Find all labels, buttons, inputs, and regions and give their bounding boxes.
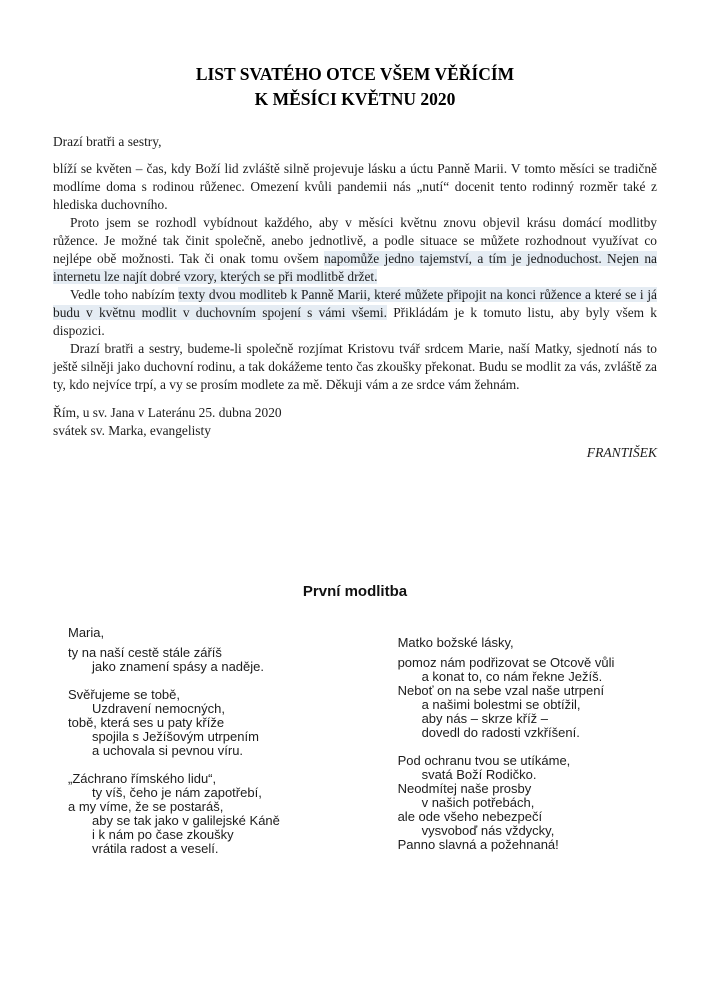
prayer-line: Pod ochranu tvou se utíkáme, (397, 753, 571, 768)
prayer-line: a našimi bolestmi se obtížil, (421, 697, 581, 712)
document-title (53, 62, 657, 112)
paragraph-text: blíží se květen – čas, kdy Boží lid zvláště silně projevuje lásku a úctu Panně Marii. V tomto měsíci se tradičně modlíme doma s rodinou růženec. Omezení kvůli pandemii nás „nutí“ docenit tento rodinný rozměr také z hlediska duchovního. (53, 161, 657, 212)
prayer-line: svatá Boží Rodičko. (421, 767, 537, 782)
document-title-line1: LIST SVATÉHO OTCE VŠEM VĚŘÍCÍM (195, 64, 515, 84)
prayer-line: „Záchrano římského lidu“, (68, 771, 217, 786)
prayer-column-left (68, 626, 351, 856)
highlighted-text: napomůže jedno tajemství, a tím je jednoduchost. Nejen na internetu lze najít dobré vzory, kterých se při modlitbě držet. (53, 251, 657, 284)
prayer-line: tobě, která ses u paty kříže (68, 715, 225, 730)
prayer-line: aby nás – skrze kříž – (421, 711, 549, 726)
paragraph-text: Drazí bratři a sestry, budeme-li společně rozjímat Kristovu tvář srdcem Marie, naší Matky, sjednotí nás to ještě silněji jako duchovní rodinu, a tak dokážeme tento čas zkoušky překonat. Budu se modlit za vás, zvláště za ty, kdo nejvíce trpí, a vy se prosím modlete za mě. Děkuji vám a ze srdce vám žehnám. (53, 341, 657, 392)
paragraph-text: Proto jsem se rozhodl vybídnout každého, aby v měsíci květnu znovu objevil krásu domácí modlitby růžence. Je možné tak činit společně, anebo jednotlivě, a podle situace se můžete rozhodnout využívat co nejlépe obě možnosti. Tak či onak tomu ovšem (53, 215, 657, 266)
prayer-line: vysvoboď nás vždycky, (421, 823, 555, 838)
prayer-line: ty víš, čeho je nám zapotřebí, (92, 785, 262, 800)
dateline (53, 404, 657, 440)
prayer-column-right (398, 626, 657, 856)
prayer-line: jako znamení spásy a naděje. (92, 659, 264, 674)
prayer-line: Uzdravení nemocných, (92, 701, 225, 716)
highlighted-text: texty dvou modliteb k Panně Marii, které můžete připojit na konci růžence a které se i já budu v květnu modlit v duchovním spojení s vámi všemi. (53, 287, 657, 320)
prayer-line: Neboť on na sebe vzal naše utrpení (397, 683, 605, 698)
prayer-line: spojila s Ježíšovým utrpením (92, 729, 259, 744)
prayer-line: ale ode všeho nebezpečí (397, 809, 543, 824)
letter-paragraph (53, 286, 657, 340)
prayer-line: i k nám po čase zkoušky (92, 827, 234, 842)
dateline-feast: svátek sv. Marka, evangelisty (53, 423, 211, 438)
letter-paragraph (53, 214, 657, 286)
letter-paragraph (53, 340, 657, 394)
prayer-line: Maria, (68, 625, 105, 640)
prayer-line: vrátila radost a veselí. (92, 841, 219, 856)
letter-paragraph (53, 160, 657, 214)
prayer-line: dovedl do radosti vzkříšení. (421, 725, 580, 740)
letter-body (53, 160, 657, 394)
prayer-line: Neodmítej naše prosby (397, 781, 532, 796)
prayer-line: Svěřujeme se tobě, (68, 687, 181, 702)
prayer-line: a my víme, že se postaráš, (68, 799, 224, 814)
prayer-columns (53, 626, 657, 856)
signature: FRANTIŠEK (586, 445, 657, 460)
prayer-heading: První modlitba (302, 583, 408, 600)
prayer-line: v našich potřebách, (421, 795, 535, 810)
paragraph-text: Vedle toho nabízím (70, 287, 179, 302)
prayer-line: a konat to, co nám řekne Ježíš. (421, 669, 603, 684)
prayer-line: Matko božské lásky, (397, 635, 514, 650)
prayer-line: aby se tak jako v galilejské Káně (92, 813, 280, 828)
salutation: Drazí bratři a sestry, (53, 134, 162, 149)
document-title-line2: K MĚSÍCI KVĚTNU 2020 (254, 89, 456, 109)
prayer-line: a uchovala si pevnou víru. (92, 743, 244, 758)
prayer-line: ty na naší cestě stále záříš (68, 645, 222, 660)
dateline-place-date: Řím, u sv. Jana v Lateránu 25. dubna 2020 (53, 405, 282, 420)
prayer-line: Panno slavná a požehnaná! (397, 837, 559, 852)
paragraph-text: Přikládám je k tomuto listu, aby byly všem k dispozici. (53, 305, 657, 338)
prayer-line: pomoz nám podřizovat se Otcově vůli (397, 655, 615, 670)
